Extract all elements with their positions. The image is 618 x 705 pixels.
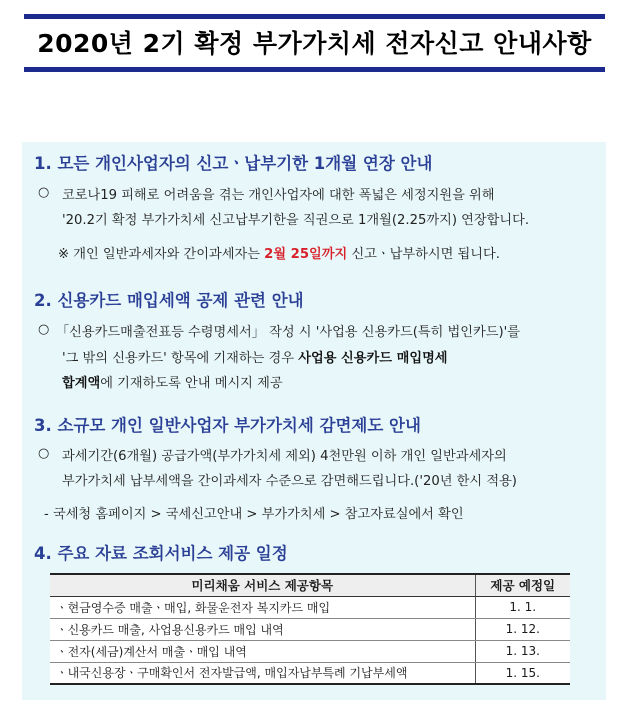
section-3-bullet: ○ <box>38 446 50 461</box>
schedule-service: ㆍ신용카드 매출, 사업용신용카드 매입 내역 <box>50 618 475 640</box>
section-3-path: - 국세청 홈페이지 > 국세신고안내 > 부가가치세 > 참고자료실에서 확인 <box>44 507 464 522</box>
schedule-header-row <box>50 574 570 596</box>
schedule-service: ㆍ현금영수증 매출ㆍ매입, 화물운전자 복지카드 매입 <box>50 596 475 618</box>
schedule-date: 1. 13. <box>475 640 570 662</box>
table-row <box>50 662 570 684</box>
section-2-line-2-bold: 사업용 신용카드 매입명세 <box>298 351 448 366</box>
section-2-line-2 <box>62 347 448 366</box>
schedule-date: 1. 15. <box>475 662 570 684</box>
section-1-heading: 1. 모든 개인사업자의 신고ㆍ납부기한 1개월 연장 안내 <box>34 154 433 173</box>
schedule-header-date: 제공 예정일 <box>475 574 570 596</box>
section-2-line-1: 「신용카드매출전표등 수령명세서」 작성 시 '사업용 신용카드(특히 법인카드)'를 <box>56 325 520 340</box>
bottom-rule <box>24 67 605 72</box>
page-title: 2020년 2기 확정 부가가치세 전자신고 안내사항 <box>37 29 592 58</box>
schedule-date: 1. 12. <box>475 618 570 640</box>
section-1-note-deadline: 2월 25일까지 <box>264 247 348 262</box>
section-4-heading: 4. 주요 자료 조회서비스 제공 일정 <box>34 544 288 563</box>
table-row <box>50 596 570 618</box>
section-2-line-3 <box>62 372 283 391</box>
section-3-line-1: 과세기간(6개월) 공급가액(부가가치세 제외) 4천만원 이하 개인 일반과세자의 <box>62 449 507 464</box>
section-2-line-3-suffix: 에 기재하도록 안내 메시지 제공 <box>100 376 283 391</box>
table-row <box>50 640 570 662</box>
section-1-note-suffix: 신고ㆍ납부하시면 됩니다. <box>347 247 500 262</box>
section-2-bullet: ○ <box>38 322 50 337</box>
section-1-note-prefix: ※ 개인 일반과세자와 간이과세자는 <box>58 247 265 262</box>
schedule-header-service: 미리채움 서비스 제공항목 <box>50 574 475 596</box>
section-1-line-1: 코로나19 피해로 어려움을 겪는 개인사업자에 대한 폭넓은 세정지원을 위해 <box>62 188 495 203</box>
section-2-line-2-prefix: '그 밖의 신용카드' 항목에 기재하는 경우 <box>62 351 299 366</box>
section-2-heading: 2. 신용카드 매입세액 공제 관련 안내 <box>34 291 304 310</box>
schedule-service: ㆍ전자(세금)계산서 매출ㆍ매입 내역 <box>50 640 475 662</box>
schedule-table <box>50 573 570 685</box>
top-rule <box>24 14 605 19</box>
table-row <box>50 618 570 640</box>
section-2-line-3-bold: 합계액 <box>62 376 101 391</box>
section-1-note <box>58 243 500 262</box>
schedule-date: 1. 1. <box>475 596 570 618</box>
section-3-heading: 3. 소규모 개인 일반사업자 부가가치세 감면제도 안내 <box>34 416 421 435</box>
section-1-bullet: ○ <box>38 185 50 200</box>
section-3-line-2: 부가가치세 납부세액을 간이과세자 수준으로 감면해드립니다.('20년 한시 적용) <box>62 474 517 489</box>
schedule-service: ㆍ내국신용장ㆍ구매확인서 전자발급액, 매입자납부특례 기납부세액 <box>50 662 475 684</box>
section-1-line-2: '20.2기 확정 부가가치세 신고납부기한을 직권으로 1개월(2.25까지) 연장합니다. <box>62 213 530 228</box>
